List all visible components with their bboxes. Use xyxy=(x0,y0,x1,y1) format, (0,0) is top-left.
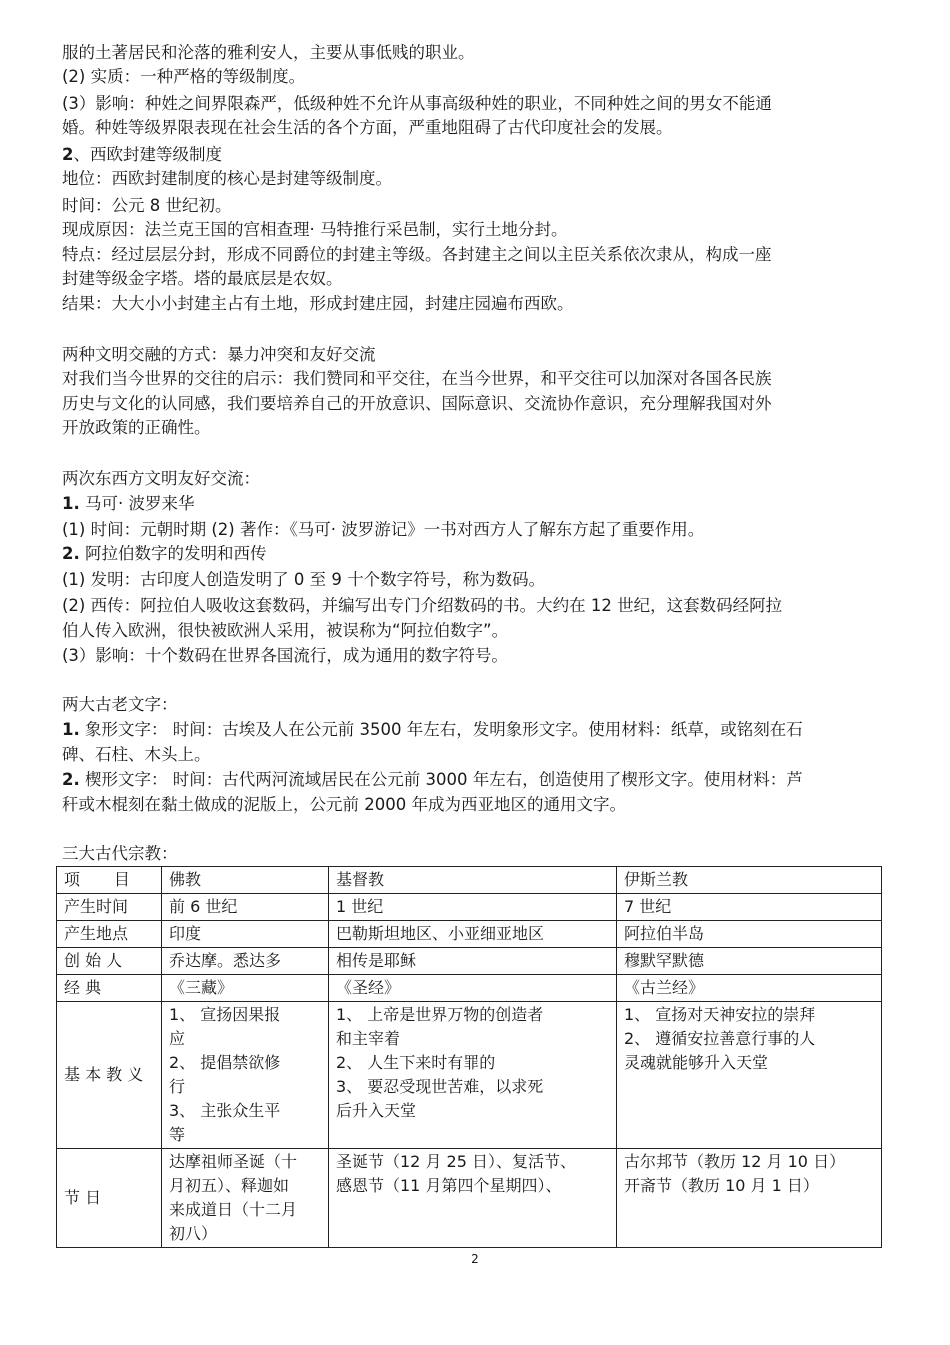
cell-line: 古尔邦节（教历 12 月 10 日） xyxy=(624,1152,846,1171)
list-number: 2. xyxy=(62,544,80,563)
text-line-content: 碑、石柱、木头上。 xyxy=(62,745,211,764)
text-line-content: (1) 发明：古印度人创造发明了 0 至 9 十个数字符号，称为数码。 xyxy=(62,570,546,589)
table-row-time xyxy=(57,894,882,921)
text-line-content: 象形文字： 时间：古埃及人在公元前 3500 年左右，发明象形文字。使用材料：纸草，或铭刻在石 xyxy=(79,720,803,739)
table-cell: 前 6 世纪 xyxy=(162,894,329,921)
table-header-cell: 基督教 xyxy=(329,867,617,894)
text-line xyxy=(62,219,568,241)
table-header-cell: 项 目 xyxy=(57,867,162,894)
list-number: 1. xyxy=(62,720,80,739)
text-line-content: (2) 西传：阿拉伯人吸收这套数码，并编写出专门介绍数码的书。大约在 12 世纪，这套数码经阿拉 xyxy=(62,596,783,615)
text-line xyxy=(62,66,305,88)
table-cell xyxy=(617,1002,882,1149)
table-header-cell: 伊斯兰教 xyxy=(617,867,882,894)
row-label: 创 始 人 xyxy=(57,948,162,975)
text-line-content: 封建等级金字塔。塔的最底层是农奴。 xyxy=(62,269,343,288)
table-cell: 7 世纪 xyxy=(617,894,882,921)
page-number: 2 xyxy=(471,1252,479,1266)
cell-line: 等 xyxy=(169,1125,186,1144)
text-line xyxy=(62,595,782,617)
row-label: 经 典 xyxy=(57,975,162,1002)
text-line-content: 阿拉伯数字的发明和西传 xyxy=(79,544,267,563)
text-line-content: (2) 实质：一种严格的等级制度。 xyxy=(62,67,306,86)
table-cell: 乔达摩。悉达多 xyxy=(162,948,329,975)
text-line xyxy=(62,543,267,565)
row-label: 基 本 教 义 xyxy=(57,1002,162,1149)
cell-line: 2、 人生下来时有罪的 xyxy=(336,1053,496,1072)
text-line xyxy=(62,268,343,290)
text-line xyxy=(62,42,475,64)
text-line xyxy=(62,344,376,366)
cell-line: 2、 提倡禁欲修 xyxy=(169,1053,281,1072)
cell-line: 灵魂就能够升入天堂 xyxy=(624,1053,769,1072)
table-cell: 阿拉伯半岛 xyxy=(617,921,882,948)
cell-line: 来成道日（十二月 xyxy=(169,1200,298,1219)
list-number: 1. xyxy=(62,494,80,513)
table-row-place xyxy=(57,921,882,948)
text-line-content: 马可· 波罗来华 xyxy=(79,494,195,513)
row-label: 产生地点 xyxy=(57,921,162,948)
text-line-content: 秆或木棍刻在黏土做成的泥版上，公元前 2000 年成为西亚地区的通用文字。 xyxy=(62,795,626,814)
table-cell: 印度 xyxy=(162,921,329,948)
table-cell: 《圣经》 xyxy=(329,975,617,1002)
text-line-content: 开放政策的正确性。 xyxy=(62,418,211,437)
table-cell xyxy=(329,1002,617,1149)
text-line xyxy=(62,719,803,741)
text-line xyxy=(62,519,704,541)
cell-line: 圣诞节（12 月 25 日）、复活节、 xyxy=(336,1152,576,1171)
text-line-content: 结果：大大小小封建主占有土地，形成封建庄园，封建庄园遍布西欧。 xyxy=(62,294,574,313)
text-line xyxy=(62,794,626,816)
cell-line: 感恩节（11 月第四个星期四）、 xyxy=(336,1176,562,1195)
text-line-content: 伯人传入欧洲，很快被欧洲人采用，被误称为“阿拉伯数字”。 xyxy=(62,621,509,640)
text-line xyxy=(62,744,211,766)
text-line xyxy=(62,417,211,439)
cell-line: 1、 宣扬对天神安拉的崇拜 xyxy=(624,1005,816,1024)
text-line-content: 三大古代宗教： xyxy=(62,844,178,863)
text-line-content: 两次东西方文明友好交流： xyxy=(62,469,260,488)
text-line-content: 两种文明交融的方式：暴力冲突和友好交流 xyxy=(62,345,376,364)
text-line xyxy=(62,620,508,642)
table-cell: 穆默罕默德 xyxy=(617,948,882,975)
religions-table xyxy=(56,866,882,1248)
text-line xyxy=(62,144,222,166)
table-row-festival xyxy=(57,1149,882,1248)
cell-line: 行 xyxy=(169,1077,186,1096)
text-line-content: 两大古老文字： xyxy=(62,695,178,714)
text-line xyxy=(62,393,772,415)
text-line xyxy=(62,493,195,515)
cell-line: 3、 主张众生平 xyxy=(169,1101,281,1120)
text-line xyxy=(62,645,508,667)
table-cell xyxy=(162,1149,329,1248)
cell-line: 月初五）、释迦如 xyxy=(169,1176,290,1195)
table-cell: 巴勒斯坦地区、小亚细亚地区 xyxy=(329,921,617,948)
text-line xyxy=(62,843,178,865)
text-line-content: (3）影响：十个数码在世界各国流行，成为通用的数字符号。 xyxy=(62,646,508,665)
table-row-doctrine xyxy=(57,1002,882,1149)
text-line xyxy=(62,168,392,190)
table-cell xyxy=(162,1002,329,1149)
text-line xyxy=(62,694,178,716)
text-line-content: 婚。种姓等级界限表现在社会生活的各个方面，严重地阻碍了古代印度社会的发展。 xyxy=(62,118,673,137)
text-line xyxy=(62,769,803,791)
table-cell: 1 世纪 xyxy=(329,894,617,921)
text-line-content: 楔形文字： 时间：古代两河流域居民在公元前 3000 年左右，创造使用了楔形文字。使用材料：芦 xyxy=(79,770,803,789)
cell-line: 开斋节（教历 10 月 1 日） xyxy=(624,1176,819,1195)
text-line-content: (1) 时间：元朝时期 (2) 著作：《马可· 波罗游记》一书对西方人了解东方起了重要作用。 xyxy=(62,520,705,539)
text-line-content: 地位：西欧封建制度的核心是封建等级制度。 xyxy=(62,169,392,188)
table-cell: 相传是耶稣 xyxy=(329,948,617,975)
table-row-founder xyxy=(57,948,882,975)
text-line-content: 对我们当今世界的交往的启示：我们赞同和平交往，在当今世界，和平交往可以加深对各国各民族 xyxy=(62,369,772,388)
text-line xyxy=(62,117,673,139)
cell-line: 后升入天堂 xyxy=(336,1101,417,1120)
table-header-cell: 佛教 xyxy=(162,867,329,894)
table-cell: 《古兰经》 xyxy=(617,975,882,1002)
table-cell xyxy=(617,1149,882,1248)
text-line-content: 、西欧封建等级制度 xyxy=(73,145,222,164)
text-line-content: 历史与文化的认同感，我们要培养自己的开放意识、国际意识、交流协作意识，充分理解我国对外 xyxy=(62,394,772,413)
cell-line: 1、 宣扬因果报 xyxy=(169,1005,281,1024)
table-cell xyxy=(329,1149,617,1248)
cell-line: 1、 上帝是世界万物的创造者 xyxy=(336,1005,544,1024)
cell-line: 3、 要忍受现世苦难，以求死 xyxy=(336,1077,544,1096)
cell-line: 初八） xyxy=(169,1224,218,1243)
text-line xyxy=(62,569,545,591)
table-row-scripture xyxy=(57,975,882,1002)
text-line xyxy=(62,195,232,217)
cell-line: 和主宰着 xyxy=(336,1029,401,1048)
text-line-content: 服的土著居民和沦落的雅利安人，主要从事低贱的职业。 xyxy=(62,43,475,62)
text-line xyxy=(62,468,260,490)
list-number: 2 xyxy=(62,145,74,164)
table-cell: 《三藏》 xyxy=(162,975,329,1002)
text-line-content: (3）影响：种姓之间界限森严，低级种姓不允许从事高级种姓的职业，不同种姓之间的男女不能通 xyxy=(62,94,772,113)
text-line xyxy=(62,293,574,315)
text-line-content: 特点：经过层层分封，形成不同爵位的封建主等级。各封建主之间以主臣关系依次隶从，构成一座 xyxy=(62,245,772,264)
text-line xyxy=(62,244,772,266)
cell-line: 应 xyxy=(169,1029,186,1048)
cell-line: 达摩祖师圣诞（十 xyxy=(169,1152,298,1171)
text-line xyxy=(62,368,772,390)
cell-line: 2、 遵循安拉善意行事的人 xyxy=(624,1029,816,1048)
row-label: 节 日 xyxy=(57,1149,162,1248)
text-line xyxy=(62,93,772,115)
row-label: 产生时间 xyxy=(57,894,162,921)
table-header-row xyxy=(57,867,882,894)
list-number: 2. xyxy=(62,770,80,789)
text-line-content: 时间：公元 8 世纪初。 xyxy=(62,196,232,215)
text-line-content: 现成原因：法兰克王国的宫相查理· 马特推行采邑制，实行土地分封。 xyxy=(62,220,568,239)
